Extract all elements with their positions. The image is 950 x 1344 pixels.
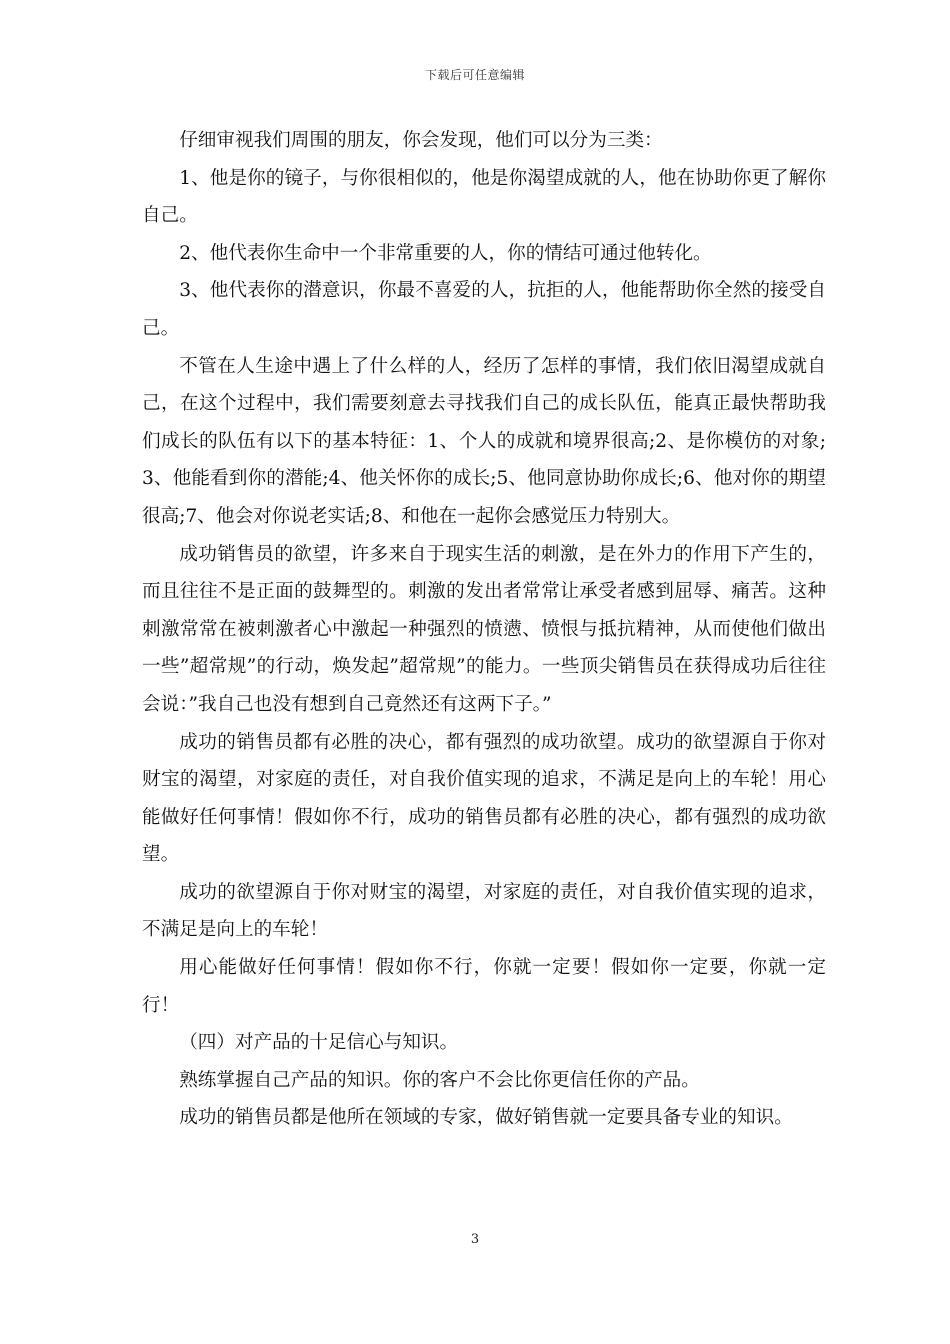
paragraph-growth-team: 不管在人生途中遇上了什么样的人，经历了怎样的事情，我们依旧渴望成就自己，在这个过程中，我们需要刻意去寻找我们自己的成长队伍，能真正最快帮助我们成长的队伍有以下的基本特征：1、个人的成就和境界很高;2、是你模仿的对象;3、他能看到你的潜能;4、他关怀你的成长;5、他同意协助你成长;6、他对你的期望很高;7、他会对你说老实话;8、和他在一起你会感觉压力特别大。 <box>142 355 826 527</box>
paragraph-expertise: 成功的销售员都是他所在领域的专家，做好销售就一定要具备专业的知识。 <box>179 1107 793 1129</box>
paragraph-success-determination: 成功的销售员都有必胜的决心，都有强烈的成功欲望。成功的欲望源自于你对财宝的渴望，对家庭的责任，对自我价值实现的追求，不满足是向上的车轮！用心能做好任何事情！假如你不行，成功的销售员都有必胜的决心，都有强烈的成功欲望。 <box>142 731 826 866</box>
paragraph-desire-stimulus: 成功销售员的欲望，许多来自于现实生活的刺激，是在外力的作用下产生的，而且往往不是正面的鼓舞型的。刺激的发出者常常让承受者感到屈辱、痛苦。这种刺激常常在被刺激者心中激起一种强烈的愤懑、愤恨与抵抗精神，从而使他们做出一些”超常规”的行动，焕发起”超常规”的能力。一些顶尖销售员在获得成功后往往会说：”我自己也没有想到自己竟然还有这两下子。” <box>142 543 826 715</box>
paragraph-item-2: 2、他代表你生命中一个非常重要的人，你的情结可通过他转化。 <box>179 242 712 264</box>
section-heading: （四）对产品的十足信心与知识。 <box>179 1032 459 1054</box>
paragraph-dedication: 用心能做好任何事情！假如你不行，你就一定要！假如你一定要，你就一定行！ <box>142 957 826 1016</box>
paragraph-product-knowledge: 熟练掌握自己产品的知识。你的客户不会比你更信任你的产品。 <box>179 1069 700 1091</box>
paragraph-intro: 仔细审视我们周围的朋友，你会发现，他们可以分为三类： <box>179 130 663 151</box>
paragraph-success-desire: 成功的欲望源自于你对财宝的渴望，对家庭的责任，对自我价值实现的追求，不满足是向上的车轮！ <box>142 881 826 941</box>
paragraph-item-1: 1、他是你的镜子，与你很相似的，他是你渴望成就的人，他在协助你更了解你自己。 <box>142 167 826 227</box>
page-header: 下载后可任意编辑 <box>424 68 525 82</box>
paragraph-item-3: 3、他代表你的潜意识，你最不喜爱的人，抗拒的人，他能帮助你全然的接受自己。 <box>142 280 826 339</box>
document-body <box>142 122 826 1137</box>
page-number: 3 <box>470 1232 480 1247</box>
